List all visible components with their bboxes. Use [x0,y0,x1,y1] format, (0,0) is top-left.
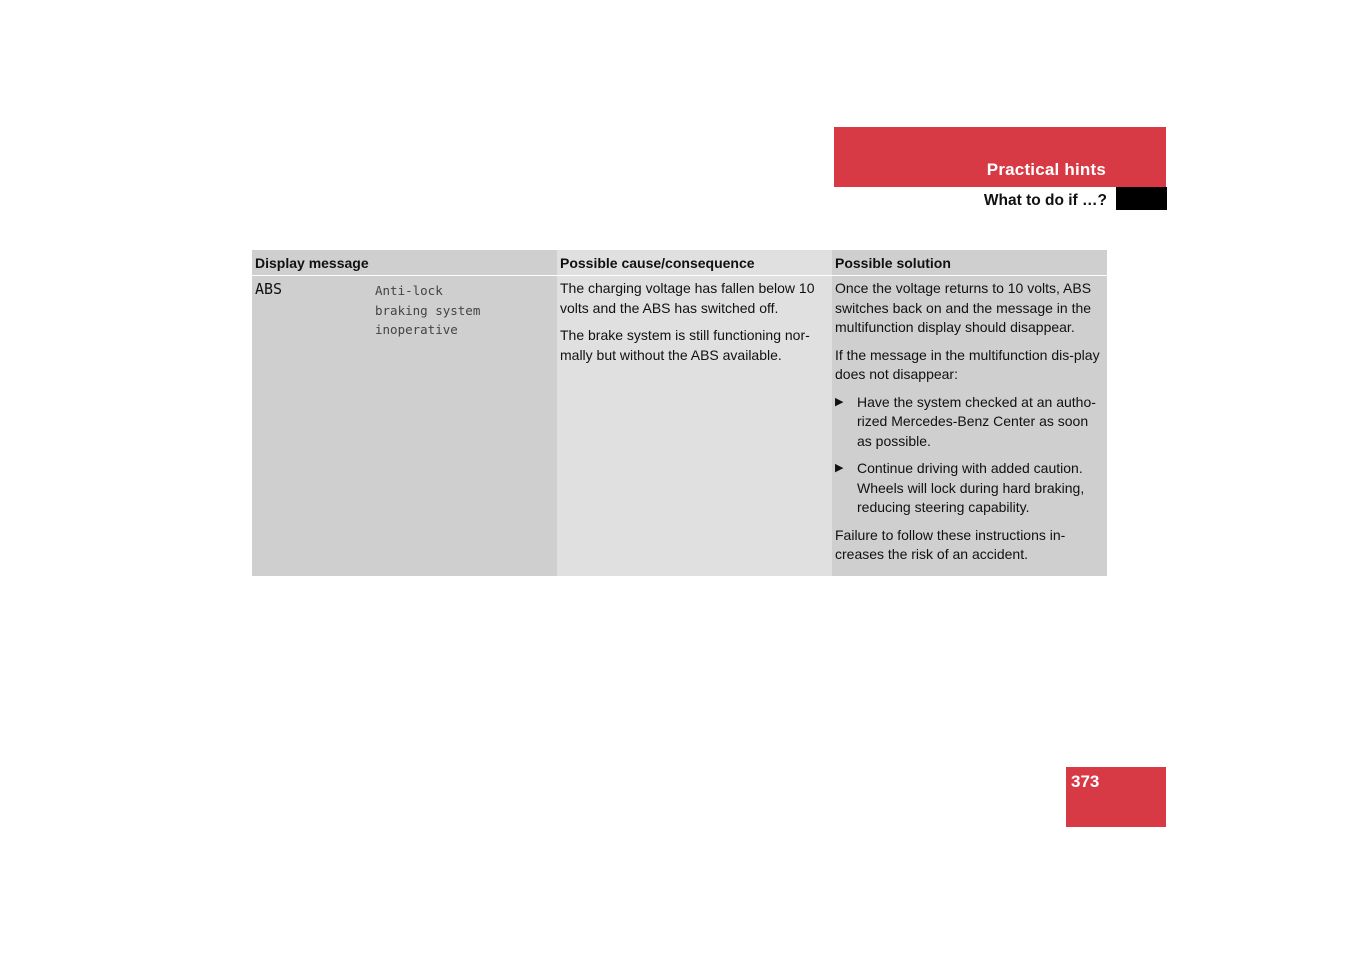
solution-step-text: Continue driving with added caution. Wheels will lock during hard braking, reducing steering capability. [857,460,1085,515]
page-number: 373 [1071,772,1100,791]
message-line: Anti-lock [375,283,443,298]
message-text [375,279,480,340]
solution-step [835,393,1104,452]
message-code: ABS [255,280,283,298]
page-number-box [1066,767,1166,827]
message-line: braking system [375,302,481,318]
cause-cell [557,276,832,576]
message-line: inoperative [375,322,458,337]
table-header-row [252,250,1107,276]
display-message-table [252,250,1107,576]
cause-paragraph: The brake system is still functioning nor-mally but without the ABS available. [560,327,810,363]
section-title: Practical hints [986,160,1106,179]
subsection-title: What to do if …? [983,192,1107,209]
solution-warning: Failure to follow these instructions in-creases the risk of an accident. [835,526,1066,562]
solution-step [835,459,1104,518]
chapter-tab-marker [1116,187,1167,210]
triangle-right-icon: ▶ [835,462,844,474]
header-possible-solution: Possible solution [832,250,1107,276]
header-possible-cause: Possible cause/consequence [557,250,832,276]
header-display-message: Display message [252,250,557,276]
triangle-right-icon: ▶ [835,395,844,408]
table-row [252,276,1107,576]
solution-step-text: Have the system checked at an autho-rized Mercedes-Benz Center as soon as possible. [857,393,1096,449]
solution-paragraph: If the message in the multifunction dis-play does not disappear: [835,346,1100,382]
cause-paragraph: The charging voltage has fallen below 10 volts and the ABS has switched off. [560,280,815,316]
display-message-cell [252,276,557,576]
section-header-bar [834,127,1166,187]
solution-cell [832,276,1107,576]
solution-paragraph: Once the voltage returns to 10 volts, ABS switches back on and the message in the multifunction display should disappear. [835,280,1092,335]
